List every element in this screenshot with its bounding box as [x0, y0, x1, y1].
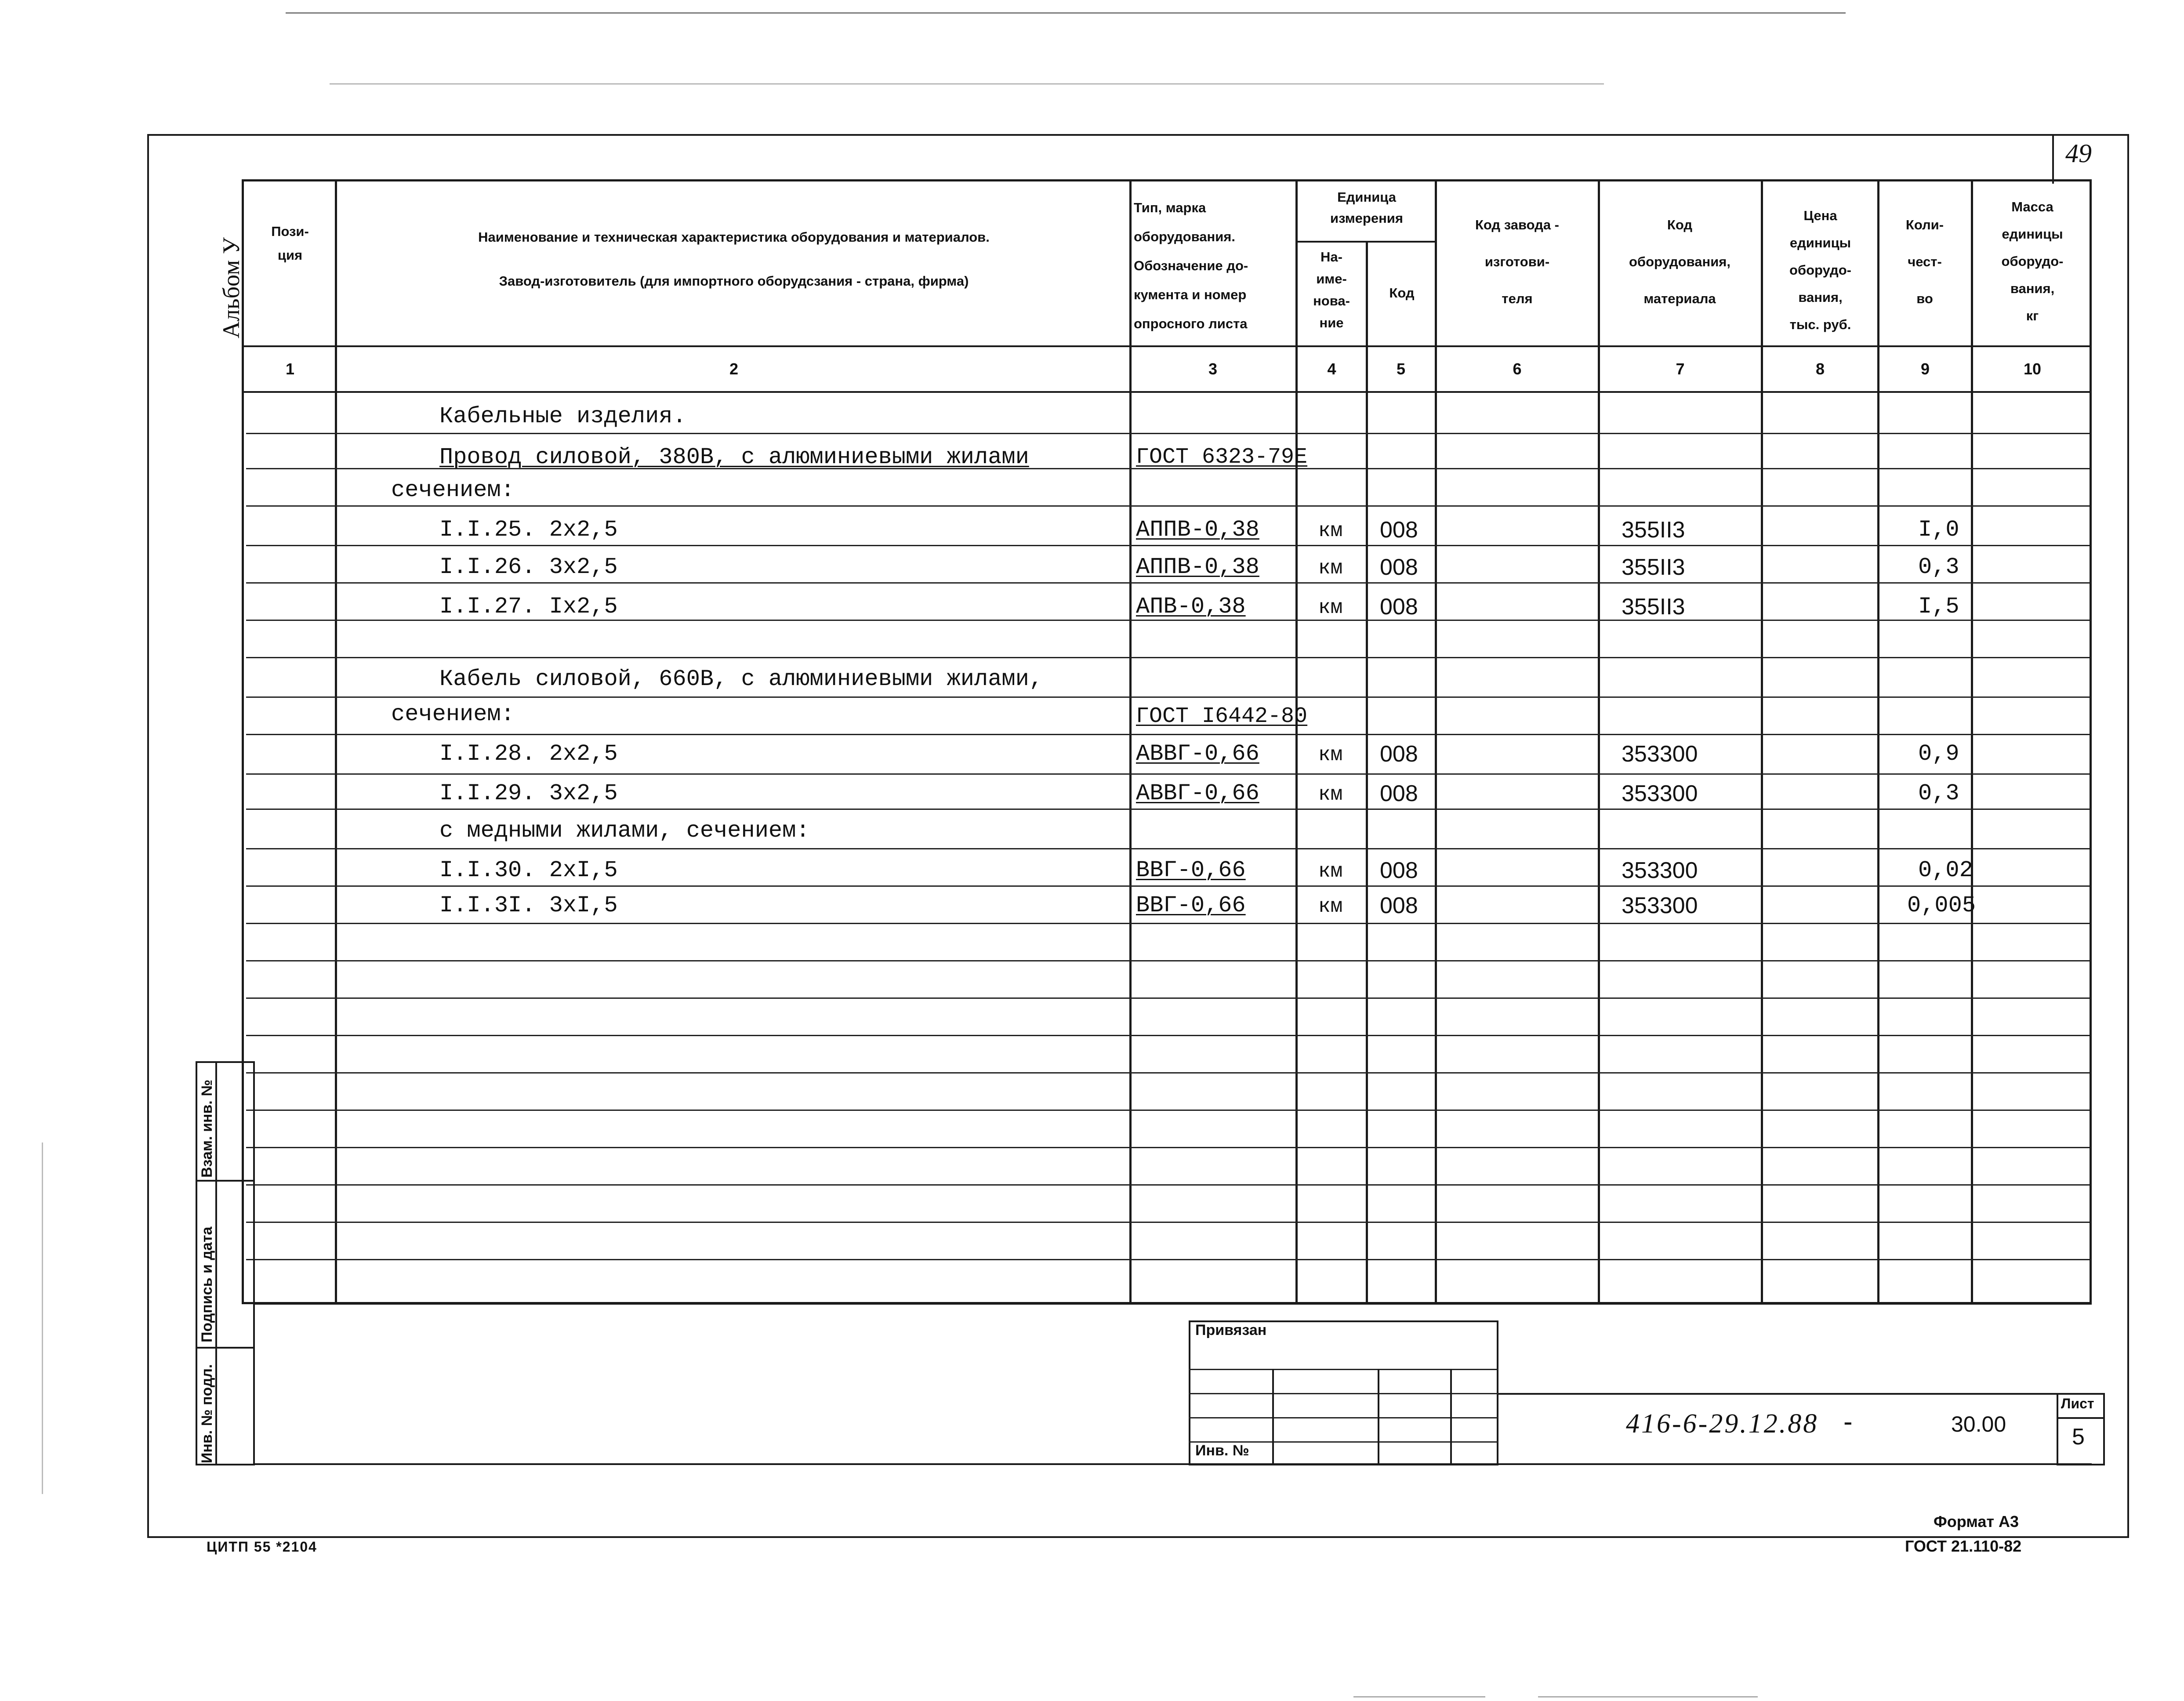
row-equipment-code: 355II3 [1622, 594, 1685, 620]
side-stamp-replacement: Взам. инв. № [199, 1079, 215, 1178]
designation-top [1498, 1393, 2092, 1395]
row-quantity: 0,3 [1918, 780, 1959, 806]
column-number: 7 [1676, 360, 1685, 378]
row-code: 008 [1380, 555, 1418, 580]
col-line [335, 179, 337, 1304]
row-equipment-code: 353300 [1622, 781, 1698, 806]
row-unit: км [1318, 596, 1343, 619]
header-plant-code: Код завода - изготови- теля [1475, 217, 1559, 306]
row-name: I.I.27. Iх2,5 [439, 594, 618, 620]
row-unit: км [1318, 783, 1343, 806]
row-equipment-code: 353300 [1622, 893, 1698, 918]
page-number: 49 [2065, 139, 2092, 168]
scan-mark [1353, 1696, 1485, 1697]
header-unit-name: На- име- нова- ние [1313, 249, 1350, 330]
row-type: АППВ-0,38 [1136, 517, 1259, 543]
title-block-top [255, 1303, 2092, 1305]
row-type: АПВ-0,38 [1136, 594, 1246, 620]
header-unit-code: Код [1389, 285, 1415, 301]
row-name: сечением: [391, 477, 515, 503]
row-line [246, 657, 2090, 658]
title-block-bottom [255, 1463, 2092, 1465]
row-line [246, 1259, 2090, 1260]
row-line [246, 1110, 2090, 1111]
row-type: АВВГ-0,66 [1136, 741, 1259, 767]
column-number: 9 [1920, 360, 1930, 378]
side-stamp-signature: Подпись и дата [199, 1226, 215, 1342]
row-line [246, 773, 2090, 775]
row-line [246, 997, 2090, 999]
column-number: 4 [1327, 360, 1336, 378]
row-name: I.I.28. 2х2,5 [439, 741, 618, 767]
column-number: 5 [1396, 360, 1406, 378]
footer-left-code: ЦИТП 55 *2104 [207, 1539, 317, 1555]
sheet-number: 5 [2072, 1424, 2085, 1450]
top-scan-line [286, 12, 1846, 14]
row-line [246, 696, 2090, 698]
unit-group-divider [1295, 241, 1435, 243]
column-number: 2 [729, 360, 739, 378]
row-type: ВВГ-0,66 [1136, 892, 1246, 918]
row-name: Кабельные изделия. [439, 403, 686, 429]
header-quantity: Коли- чест- во [1905, 217, 1944, 306]
row-type: ГОСТ 6323-79Е [1136, 445, 1308, 470]
row-type: ГОСТ I6442-80 [1136, 704, 1308, 729]
privyazan-col [1272, 1369, 1274, 1465]
header-position: Пози- ция [271, 224, 309, 263]
row-name: Провод силовой, 380В, с алюминиевыми жилами [439, 444, 1029, 470]
column-number: 3 [1208, 360, 1218, 378]
privyazan-label: Привязан [1195, 1322, 1267, 1338]
side-stamp-inventory: Инв. № подл. [199, 1364, 215, 1463]
document-designation: 416-6-29.12.88 [1626, 1409, 1819, 1439]
row-line [246, 734, 2090, 735]
row-name: Кабель силовой, 660В, с алюминиевыми жилами, [439, 666, 1043, 692]
row-equipment-code: 355II3 [1622, 517, 1685, 543]
header-type: Тип, марка оборудования. Обозначение до- кумента и номер опросного листа [1134, 200, 1248, 331]
row-line [246, 960, 2090, 961]
designation-dash: - [1843, 1407, 1853, 1437]
row-type: АВВГ-0,66 [1136, 780, 1259, 806]
row-unit: км [1318, 557, 1343, 580]
row-line [246, 1184, 2090, 1186]
row-line [246, 1035, 2090, 1036]
header-price: Цена единицы оборудо- вания, тыс. руб. [1789, 208, 1851, 332]
section-code: 30.00 [1951, 1412, 2006, 1436]
row-quantity: 0,02 [1918, 857, 1973, 883]
row-name: I.I.25. 2х2,5 [439, 517, 618, 543]
row-name: I.I.30. 2хI,5 [439, 857, 618, 883]
scan-line [330, 83, 1604, 84]
row-name: I.I.3I. 3хI,5 [439, 892, 618, 918]
row-line [246, 433, 2090, 434]
row-unit: км [1318, 860, 1343, 883]
row-name: сечением: [391, 701, 515, 727]
privyazan-col [1450, 1369, 1452, 1465]
row-unit: км [1318, 744, 1343, 766]
row-quantity: 0,005 [1907, 892, 1976, 918]
row-quantity: 0,9 [1918, 741, 1959, 767]
row-type: ВВГ-0,66 [1136, 857, 1246, 883]
header-equipment-code: Код оборудования, материала [1629, 217, 1731, 306]
privyazan-col [1378, 1369, 1379, 1465]
row-line [246, 1072, 2090, 1074]
header-name: Наименование и техническая характеристика оборудования и материалов. Завод-изготовитель (для импортного оборудсзания - страна, фирма) [478, 229, 990, 289]
row-code: 008 [1380, 781, 1418, 806]
side-stamp-divider [196, 1180, 255, 1182]
header-unit-group: Единица измерения [1330, 189, 1403, 226]
sheet-box-divider [2057, 1417, 2105, 1419]
row-equipment-code: 355II3 [1622, 555, 1685, 580]
row-quantity: I,0 [1918, 517, 1959, 543]
side-stamp-divider [196, 1347, 255, 1349]
row-quantity: 0,3 [1918, 554, 1959, 580]
row-line [246, 505, 2090, 507]
header-mass: Масса единицы оборудо- вания, кг [2001, 199, 2064, 323]
col-line [1366, 241, 1368, 1304]
row-equipment-code: 353300 [1622, 741, 1698, 767]
numbers-bottom-line [242, 391, 2092, 393]
privyazan-line [1189, 1369, 1498, 1370]
scan-mark [1538, 1696, 1758, 1697]
footer-format: Формат А3 [1934, 1512, 2019, 1531]
footer-gost: ГОСТ 21.110-82 [1905, 1537, 2022, 1555]
row-code: 008 [1380, 893, 1418, 918]
row-equipment-code: 353300 [1622, 858, 1698, 883]
row-unit: км [1318, 895, 1343, 918]
row-name: с медными жилами, сечением: [439, 818, 810, 844]
row-code: 008 [1380, 741, 1418, 767]
column-number: 10 [2023, 360, 2042, 378]
row-line [246, 1147, 2090, 1148]
row-name: I.I.26. 3х2,5 [439, 554, 618, 580]
row-line [246, 923, 2090, 924]
inventory-number-label: Инв. № [1195, 1442, 1249, 1459]
column-number: 8 [1815, 360, 1825, 378]
column-number: 6 [1513, 360, 1522, 378]
column-number: 1 [285, 360, 295, 378]
album-label: Альбом У [218, 237, 244, 338]
row-code: 008 [1380, 858, 1418, 883]
row-line [246, 1222, 2090, 1223]
privyazan-line [1189, 1393, 1498, 1394]
row-type: АППВ-0,38 [1136, 554, 1259, 580]
row-unit: км [1318, 519, 1343, 542]
row-name: I.I.29. 3х2,5 [439, 780, 618, 806]
row-code: 008 [1380, 517, 1418, 543]
row-line [246, 848, 2090, 849]
scan-mark [42, 1142, 43, 1494]
sheet-label: Лист [2061, 1396, 2094, 1411]
row-quantity: I,5 [1918, 594, 1959, 620]
row-code: 008 [1380, 594, 1418, 620]
privyazan-line [1189, 1417, 1498, 1418]
